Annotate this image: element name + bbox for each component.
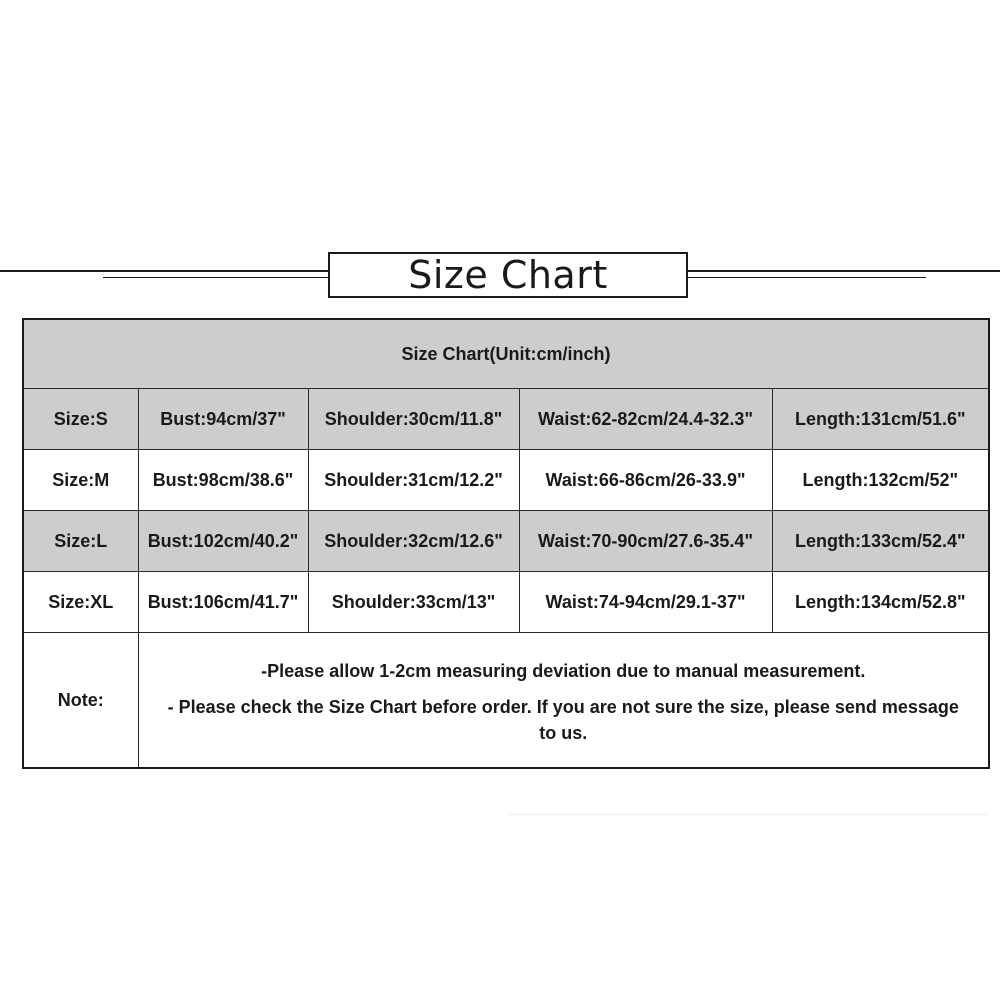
- bust-cell: Bust:94cm/37": [138, 389, 308, 450]
- table-row-note: [23, 633, 989, 769]
- size-cell: Size:S: [23, 389, 138, 450]
- faint-divider: [508, 814, 988, 815]
- page-title: Size Chart: [408, 253, 608, 297]
- bust-cell: Bust:106cm/41.7": [138, 572, 308, 633]
- table-header-row: [23, 319, 989, 389]
- decorative-rule-left-inner: [103, 277, 330, 278]
- note-content: [138, 633, 989, 769]
- note-line-deviation: -Please allow 1-2cm measuring deviation due to manual measurement.: [261, 661, 866, 681]
- title-banner: [0, 240, 1000, 310]
- table-row-size-m: [23, 450, 989, 511]
- size-chart-table: [22, 318, 990, 769]
- waist-cell: Waist:74-94cm/29.1-37": [519, 572, 772, 633]
- decorative-rule-left-outer: [0, 270, 330, 272]
- length-cell: Length:131cm/51.6": [772, 389, 989, 450]
- waist-cell: Waist:62-82cm/24.4-32.3": [519, 389, 772, 450]
- waist-cell: Waist:66-86cm/26-33.9": [519, 450, 772, 511]
- title-box: [328, 252, 688, 298]
- shoulder-cell: Shoulder:30cm/11.8": [308, 389, 519, 450]
- length-cell: Length:132cm/52": [772, 450, 989, 511]
- table-header: Size Chart(Unit:cm/inch): [23, 319, 989, 389]
- table-row-size-l: [23, 511, 989, 572]
- shoulder-cell: Shoulder:32cm/12.6": [308, 511, 519, 572]
- size-cell: Size:L: [23, 511, 138, 572]
- note-line-check-size: - Please check the Size Chart before order. If you are not sure the size, please send message to us.: [167, 697, 959, 743]
- size-cell: Size:M: [23, 450, 138, 511]
- note-label: Note:: [23, 633, 138, 769]
- length-cell: Length:133cm/52.4": [772, 511, 989, 572]
- decorative-rule-right-outer: [686, 270, 1000, 272]
- shoulder-cell: Shoulder:33cm/13": [308, 572, 519, 633]
- length-cell: Length:134cm/52.8": [772, 572, 989, 633]
- waist-cell: Waist:70-90cm/27.6-35.4": [519, 511, 772, 572]
- decorative-rule-right-inner: [686, 277, 926, 278]
- table-row-size-xl: [23, 572, 989, 633]
- bust-cell: Bust:98cm/38.6": [138, 450, 308, 511]
- table-row-size-s: [23, 389, 989, 450]
- bust-cell: Bust:102cm/40.2": [138, 511, 308, 572]
- shoulder-cell: Shoulder:31cm/12.2": [308, 450, 519, 511]
- size-cell: Size:XL: [23, 572, 138, 633]
